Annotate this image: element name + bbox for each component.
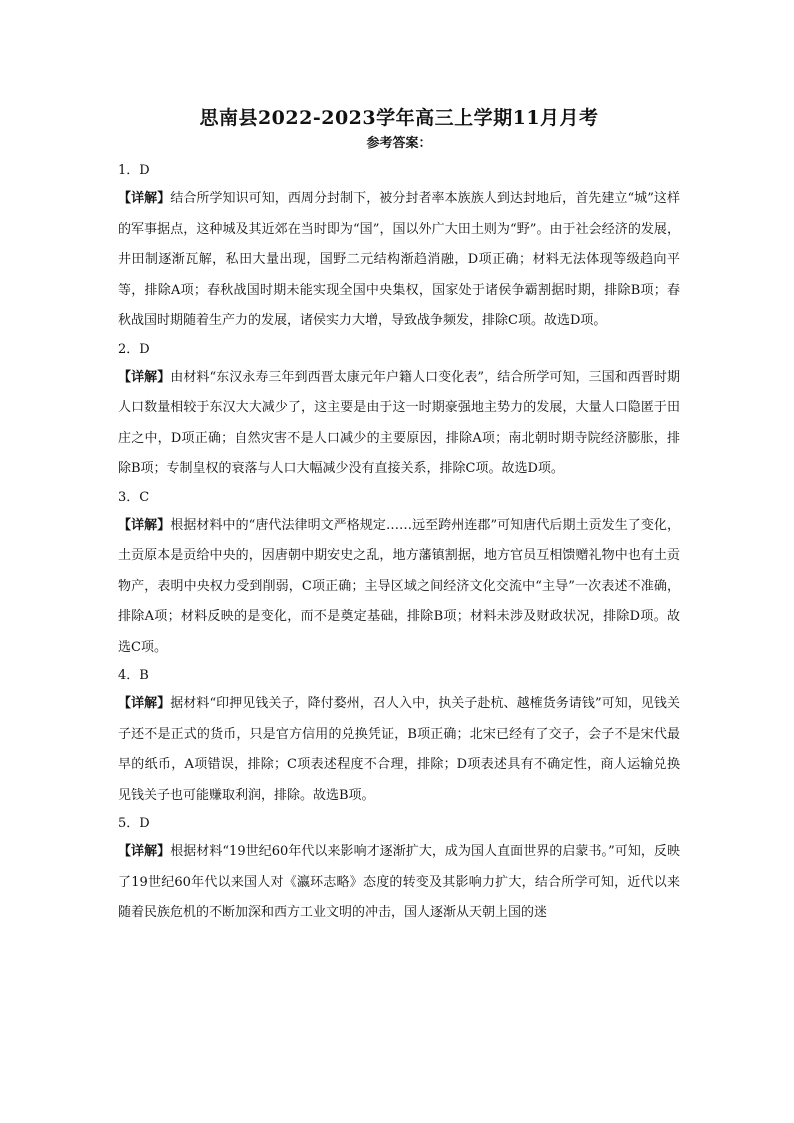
- explanation-text: 由材料“东汉永寿三年到西晋太康元年户籍人口变化表”，结合所学可知，三国和西晋时期人口数量相较于东汉大大减少了，这主要是由于这一时期豪强地主势力的发展，大量人口隐匿于田庄之中，D项正确；自然灾害不是人口减少的主要原因，排除A项；南北朝时期寺院经济膨胀，排除B项；专制皇权的衰落与人口大幅减少没有直接关系，排除C项。故选D项。: [118, 369, 680, 476]
- explanation-tag: 【详解】: [118, 844, 171, 859]
- explanation-tag: 【详解】: [118, 517, 171, 533]
- answer-key-heading: 参考答案：: [366, 136, 432, 151]
- question-number: 2．D: [118, 341, 150, 357]
- explanation-tag: 【详解】: [118, 696, 171, 711]
- question-2: [118, 337, 680, 485]
- question-number: 5．D: [118, 816, 150, 831]
- explanation-text: 根据材料“19世纪60年代以来影响才逐渐扩大，成为国人直面世界的启蒙书。”可知，反映了19世纪60年代以来国人对《瀛环志略》态度的转变及其影响力扩大，结合所学可知，近代以来随着民族危机的不断加深和西方工业文明的冲击，国人逐渐从天朝上国的迷: [118, 844, 680, 920]
- question-number: 3．C: [118, 489, 150, 505]
- question-3: [118, 485, 680, 664]
- explanation-tag: 【详解】: [118, 191, 171, 206]
- question-explanation: [118, 363, 680, 485]
- question-4: [118, 663, 680, 811]
- question-5: [118, 811, 680, 929]
- document-page: [118, 104, 680, 929]
- question-explanation: [118, 837, 680, 929]
- explanation-tag: 【详解】: [118, 369, 171, 385]
- question-number: 1．D: [118, 163, 150, 178]
- explanation-text: 据材料“印押见钱关子，降付婺州，召人入中，执关子赴杭、越榷货务请钱”可知，见钱关子还不是正式的货币，只是官方信用的兑换凭证，B项正确；北宋已经有了交子，会子不是宋代最早的纸币，A项错误，排除；C项表述程度不合理，排除；D项表述具有不确定性，商人运输兑换见钱关子也可能赚取利润，排除。故选B项。: [118, 696, 680, 803]
- question-number: 4．B: [118, 668, 149, 683]
- document-title: 思南县2022-2023学年高三上学期11月月考: [199, 107, 599, 129]
- question-explanation: [118, 511, 680, 664]
- question-explanation: [118, 689, 680, 811]
- question-1: [118, 158, 680, 337]
- explanation-text: 结合所学知识可知，西周分封制下，被分封者率本族族人到达封地后，首先建立“城”这样的军事据点，这种城及其近郊在当时即为“国”，国以外广大田土则为“野”。由于社会经济的发展，井田制逐渐瓦解，私田大量出现，国野二元结构渐趋消融，D项正确；材料无法体现等级趋向平等，排除A项；春秋战国时期未能实现全国中央集权，国家处于诸侯争霸割据时期，排除B项；春秋战国时期随着生产力的发展，诸侯实力大增，导致战争频发，排除C项。故选D项。: [118, 191, 680, 328]
- question-explanation: [118, 184, 680, 337]
- explanation-text: 根据材料中的“唐代法律明文严格规定……远至跨州连郡”可知唐代后期土贡发生了变化，土贡原本是贡给中央的，因唐朝中期安史之乱，地方藩镇割据，地方官员互相馈赠礼物中也有土贡物产，表明中央权力受到削弱，C项正确；主导区域之间经济文化交流中“主导”一次表述不准确，排除A项；材料反映的是变化，而不是奠定基础，排除B项；材料未涉及财政状况，排除D项。故选C项。: [118, 517, 680, 655]
